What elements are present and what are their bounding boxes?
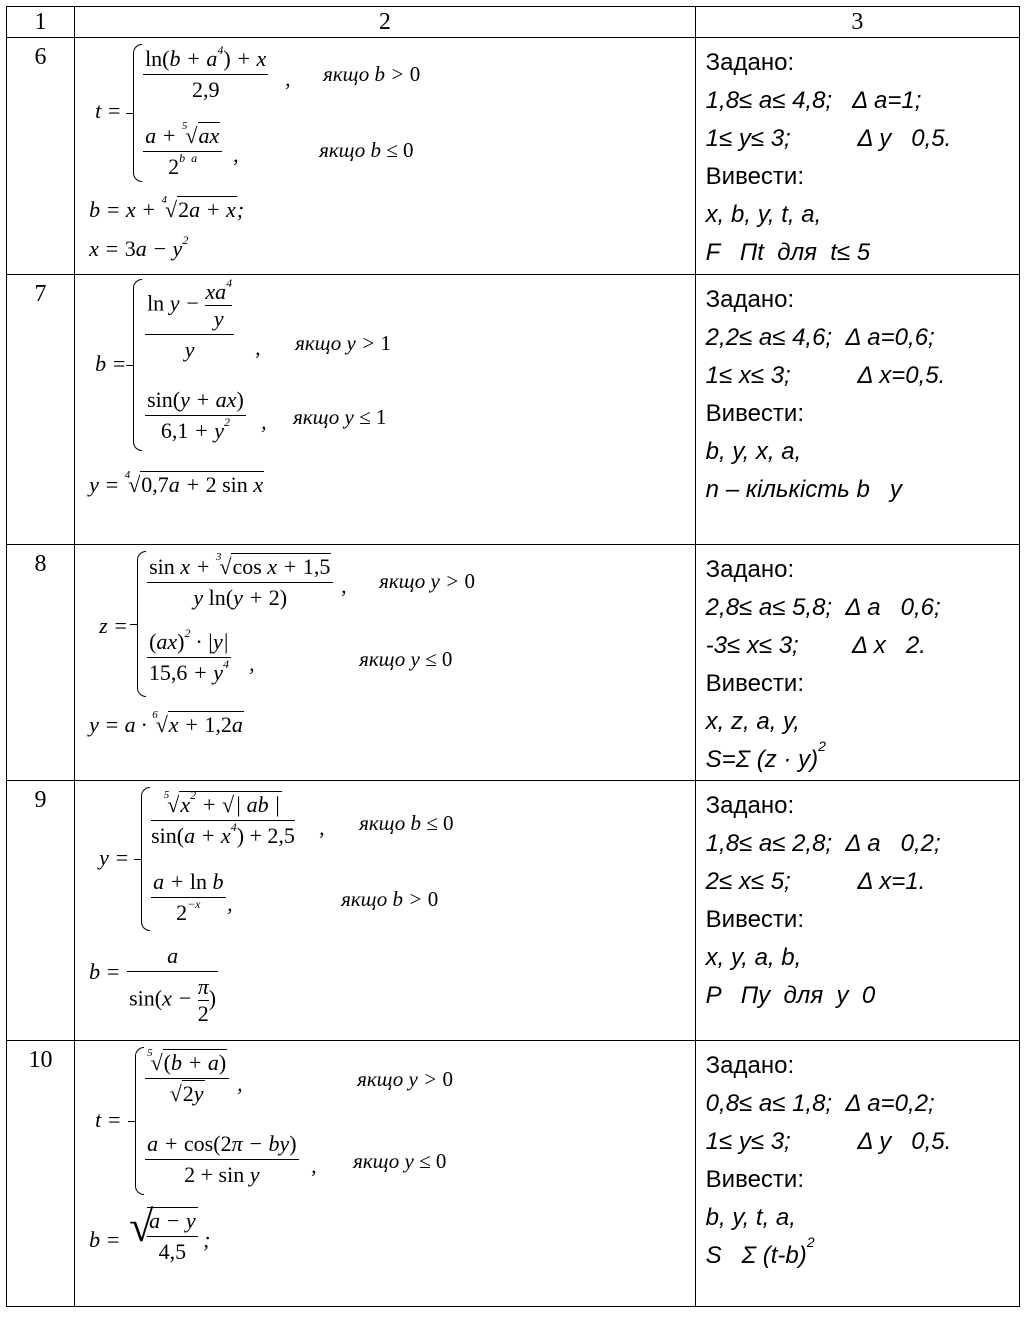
- fraction: $\frac{\text{a + ln b}}{2^{-x}}$: [153, 869, 224, 925]
- fraction: $\frac{a + ^5√ax}{2^{b a}}$: [143, 122, 222, 180]
- condition: якщо y > 0: [357, 1067, 454, 1091]
- given-range-2: -3≤ x≤ 3; Δ x 2.: [705, 632, 926, 659]
- fraction: $\frac{\ln(b + a^4) + x}{2,9}$: [145, 43, 267, 102]
- task-conditions: [695, 545, 1019, 781]
- condition: якщо y > 0: [379, 569, 476, 593]
- brace: [135, 1047, 144, 1195]
- output-expr: P Пy для y 0: [705, 982, 876, 1009]
- task-conditions: [695, 781, 1019, 1041]
- condition: якщо b > 0: [323, 62, 421, 86]
- fraction: $\frac{^5√x^2 + √| ab |}{\sin(a + x^4) + 2,5}$: [151, 788, 295, 848]
- formula-b: b =: [89, 1227, 121, 1252]
- output-label: Вивести:: [705, 670, 804, 697]
- given-label: Задано:: [705, 556, 795, 583]
- header-row: [7, 7, 1020, 38]
- fraction: $\frac{\sin x + ^3√\cos x + 1,5}{\text{y ln(y + 2)}}$: [147, 553, 333, 611]
- header-col-2: 2: [75, 7, 696, 38]
- formula-y: y = a · $^6$√x + 1,2a: [89, 709, 243, 737]
- condition: якщо y ≤ 0: [359, 647, 453, 671]
- formula-cell: y = $\frac{^5√x^2 + √| ab |}{\sin(a + x^4) + 2,5}$ , якщо b ≤ 0 $\frac{\text{a + ln b}}{2^{-x}}$ , якщо b > 0 b = a sin(x − $\frac{\pi}{2}$ ): [75, 781, 696, 1041]
- table-row: [7, 38, 1020, 275]
- task-conditions: [695, 38, 1019, 275]
- condition: якщо b ≤ 0: [319, 138, 414, 162]
- output-expr: S=Σ $(z \cdot y)^2$: [705, 738, 826, 773]
- output-label: Вивести:: [705, 400, 804, 427]
- task-conditions: [695, 275, 1019, 545]
- condition: якщо y ≤ 1: [293, 405, 387, 429]
- table-row: [7, 275, 1020, 545]
- output-label: Вивести:: [705, 906, 804, 933]
- given-label: Задано:: [705, 286, 795, 313]
- output-vars: x, y, a, b,: [705, 944, 802, 971]
- formula-cell: t = $\frac{^5√(b + a)}{√2y}$ , якщо y > 0 $\frac{a + \cos(2\pi - by)}{\text{2 + sin y}}$ , якщо y ≤ 0 b = √ $\frac{a - y}{4,5}$ ;: [75, 1041, 696, 1307]
- table-row: [7, 545, 1020, 781]
- output-vars: b, y, t, a,: [705, 1204, 796, 1231]
- formula-cell: t = $\frac{\ln(b + a^4) + x}{2,9}$ , якщо b > 0 $\frac{a + ^5√ax}{2^{b a}}$ , якщо b ≤ 0 b = x + $^4$√2a + x; $x = 3a - y^2$: [75, 38, 696, 275]
- formula-cell: b = ln y − $\frac{xa^4}{y}$ y , якщо y > 1 $\frac{\sin(y + ax)}{6,1 + y^2}$ , якщо y ≤ 1 y = $^4$√0,7a + 2 sin x: [75, 275, 696, 545]
- given-range-1: 1,8≤ a≤ 2,8; Δ a 0,2;: [705, 830, 941, 857]
- header-col-3: 3: [695, 7, 1019, 38]
- row-number: 8: [7, 545, 75, 781]
- given-range-2: 1≤ y≤ 3; Δ y 0,5.: [705, 1128, 952, 1155]
- formula-b: b = x + $^4$√2a + x;: [89, 194, 245, 222]
- brace: [137, 551, 146, 697]
- given-label: Задано:: [705, 49, 795, 76]
- output-label: Вивести:: [705, 1166, 804, 1193]
- brace: [133, 44, 142, 182]
- output-expr: n – кількість b y: [705, 476, 902, 503]
- row-number: 6: [7, 38, 75, 275]
- output-vars: x, z, a, y,: [705, 708, 800, 735]
- condition: якщо b ≤ 0: [359, 811, 454, 835]
- formula-y: y = $^4$√0,7a + 2 sin x: [89, 469, 264, 497]
- output-vars: x, b, y, t, a,: [705, 201, 822, 228]
- fraction: a sin(x − $\frac{\pi}{2}$ ): [127, 943, 218, 1027]
- given-range-2: 1≤ x≤ 3; Δ x=0,5.: [705, 362, 946, 389]
- given-range-2: 1≤ y≤ 3; Δ y 0,5.: [705, 125, 952, 152]
- fraction: $\frac{(ax)^2 \cdot |y|}{15,6 + y^4}$: [148, 626, 230, 685]
- condition: якщо y ≤ 0: [353, 1149, 447, 1173]
- given-label: Задано:: [705, 1052, 795, 1079]
- task-table: [6, 6, 1020, 1307]
- brace: [133, 279, 142, 451]
- task-conditions: [695, 1041, 1019, 1307]
- brace: [141, 787, 150, 931]
- formula-b: b =: [89, 959, 121, 984]
- fraction: $\frac{a + \cos(2\pi - by)}{\text{2 + sin y}}$: [147, 1131, 297, 1187]
- formula-lhs: y =: [99, 845, 130, 870]
- given-label: Задано:: [705, 792, 795, 819]
- formula-lhs: z =: [99, 613, 128, 638]
- given-range-1: 2,8≤ a≤ 5,8; Δ a 0,6;: [705, 594, 941, 621]
- table-row: [7, 781, 1020, 1041]
- given-range-1: 0,8≤ a≤ 1,8; Δ a=0,2;: [705, 1090, 935, 1117]
- fraction: ln y − $\frac{xa^4}{y}$ y: [147, 276, 233, 362]
- row-number: 7: [7, 275, 75, 545]
- output-expr: F Пt для t≤ 5: [705, 239, 871, 266]
- output-vars: b, y, x, a,: [705, 438, 802, 465]
- row-number: 10: [7, 1041, 75, 1307]
- fraction: $\frac{^5√(b + a)}{√2y}$: [145, 1049, 229, 1107]
- given-range-2: 2≤ x≤ 5; Δ x=1.: [705, 868, 926, 895]
- formula-lhs: t =: [95, 98, 122, 123]
- header-col-1: 1: [7, 7, 75, 38]
- table-row: [7, 1041, 1020, 1307]
- output-expr: S Σ $(t-b)^2$: [705, 1234, 815, 1269]
- fraction: $\frac{a - y}{4,5}$: [149, 1208, 196, 1264]
- row-number: 9: [7, 781, 75, 1041]
- given-range-1: 1,8≤ a≤ 4,8; Δ a=1;: [705, 87, 922, 114]
- fraction: $\frac{\sin(y + ax)}{6,1 + y^2}$: [147, 387, 244, 443]
- formula-x: $x = 3a - y^2$: [89, 233, 189, 261]
- output-label: Вивести:: [705, 163, 804, 190]
- formula-lhs: t =: [95, 1107, 122, 1132]
- given-range-1: 2,2≤ a≤ 4,6; Δ a=0,6;: [705, 324, 935, 351]
- formula-lhs: b =: [95, 351, 127, 376]
- formula-cell: z = $\frac{\sin x + ^3√\cos x + 1,5}{\text{y ln(y + 2)}}$ , якщо y > 0 $\frac{(ax)^2 \cdot |y|}{15,6 + y^4}$ , якщо y ≤ 0 y = a · $^6$√x + 1,2a: [75, 545, 696, 781]
- condition: якщо b > 0: [341, 887, 439, 911]
- condition: якщо y > 1: [295, 331, 392, 355]
